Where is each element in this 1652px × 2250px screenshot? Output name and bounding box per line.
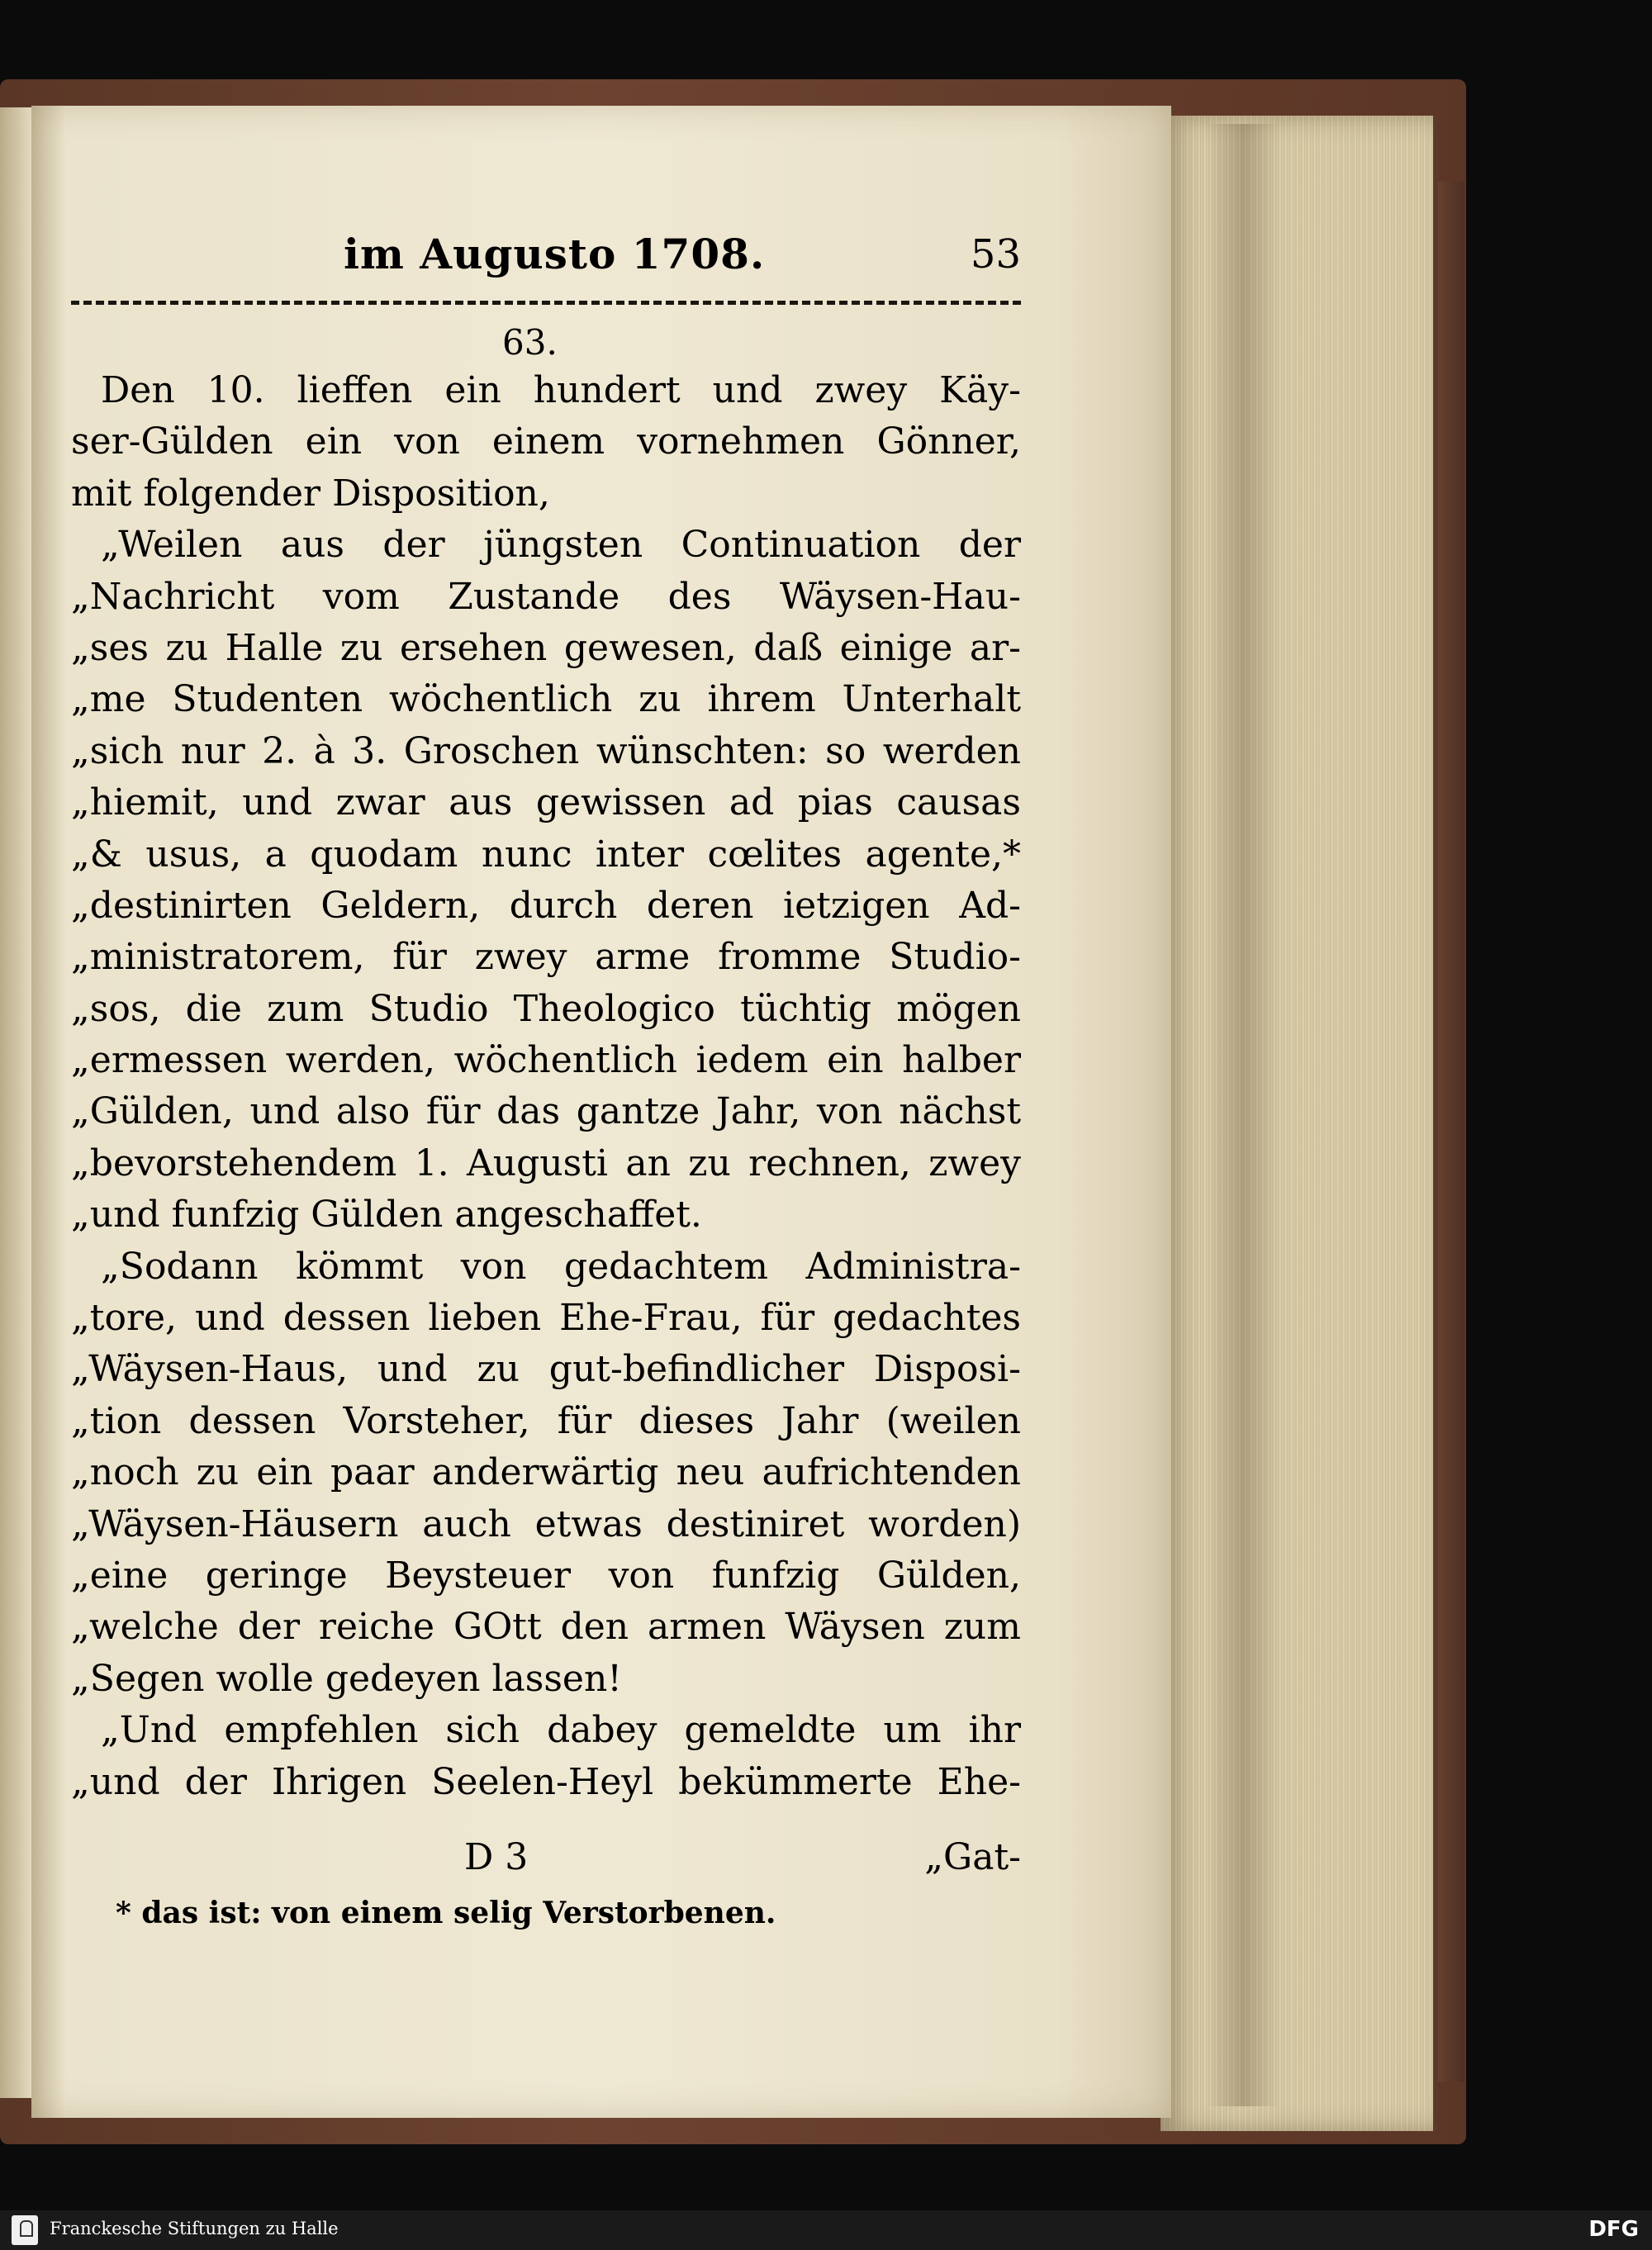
text-line: „Nachricht vom Zustande des Wäysen-Hau- [71, 575, 1021, 618]
facing-page-edge [0, 107, 35, 2098]
catchword: „Gat- [924, 1836, 1021, 1878]
footer-bar [0, 2210, 1652, 2250]
text-line: „Gülden, und also für das gantze Jahr, von nächst [71, 1090, 1021, 1133]
dfg-logo: DFG [1588, 2217, 1639, 2242]
signature-mark: D 3 [464, 1836, 529, 1878]
running-head-title: im Augusto 1708. [344, 230, 766, 278]
text-line: „ses zu Halle zu ersehen gewesen, daß einige ar- [71, 626, 1021, 669]
text-line: „sich nur 2. à 3. Groschen wünschten: so werden [71, 729, 1021, 772]
text-line: „ministratorem, für zwey arme fromme Studio- [71, 936, 1021, 979]
text-line: „noch zu ein paar anderwärtig neu aufrichtenden [71, 1451, 1021, 1494]
page-edges [1161, 116, 1438, 2131]
text-line: „und der Ihrigen Seelen-Heyl bekümmerte Ehe- [71, 1760, 1021, 1803]
text-line: „Weilen aus der jüngsten Continuation der [101, 524, 1021, 567]
text-line: „sos, die zum Studio Theologico tüchtig mögen [71, 987, 1021, 1030]
text-line: „hiemit, und zwar aus gewissen ad pias causas [71, 781, 1021, 824]
header-rule [71, 301, 1021, 305]
running-head [71, 230, 1021, 287]
text-line: ser-Gülden ein von einem vornehmen Gönner, [71, 420, 1021, 463]
institution-logo-icon [12, 2215, 38, 2245]
text-line: „me Studenten wöchentlich zu ihrem Unterhalt [71, 678, 1021, 721]
text-line: „& usus, a quodam nunc inter cœlites agente,* [71, 833, 1021, 876]
text-line: mit folgender Disposition, [71, 472, 550, 515]
entry-number: 63. [502, 322, 558, 363]
signature-line [71, 1832, 1021, 1883]
page-number: 53 [970, 231, 1021, 278]
text-line: „tore, und dessen lieben Ehe-Frau, für gedachtes [71, 1297, 1021, 1340]
institution-name: Franckesche Stiftungen zu Halle [50, 2219, 339, 2238]
body-text [71, 365, 1021, 1808]
text-line: „Segen wolle gedeyen lassen! [71, 1657, 622, 1700]
text-line: „bevorstehendem 1. Augusti an zu rechnen, zwey [71, 1142, 1021, 1184]
text-line: „destinirten Geldern, durch deren ietzigen Ad- [71, 884, 1021, 927]
text-line: „eine geringe Beysteuer von funfzig Gülden, [71, 1554, 1021, 1597]
text-line: Den 10. lieffen ein hundert und zwey Käy- [101, 369, 1021, 411]
text-line: „tion dessen Vorsteher, für dieses Jahr (weilen [71, 1399, 1021, 1442]
text-line: „welche der reiche GOtt den armen Wäysen zum [71, 1606, 1021, 1649]
text-line: „Und empfehlen sich dabey gemeldte um ihr [101, 1709, 1021, 1752]
footnote: * das ist: von einem selig Verstorbenen. [116, 1896, 776, 1930]
page-edge-shadow [1206, 124, 1280, 2106]
text-line: „Sodann kömmt von gedachtem Administra- [101, 1245, 1021, 1288]
text-line: „Wäysen-Häusern auch etwas destiniret worden) [71, 1502, 1021, 1545]
text-line: „ermessen werden, wöchentlich iedem ein halber [71, 1039, 1021, 1082]
text-line: „und funfzig Gülden angeschaffet. [71, 1194, 702, 1237]
text-line: „Wäysen-Haus, und zu gut-befindlicher Disposi- [71, 1348, 1021, 1391]
